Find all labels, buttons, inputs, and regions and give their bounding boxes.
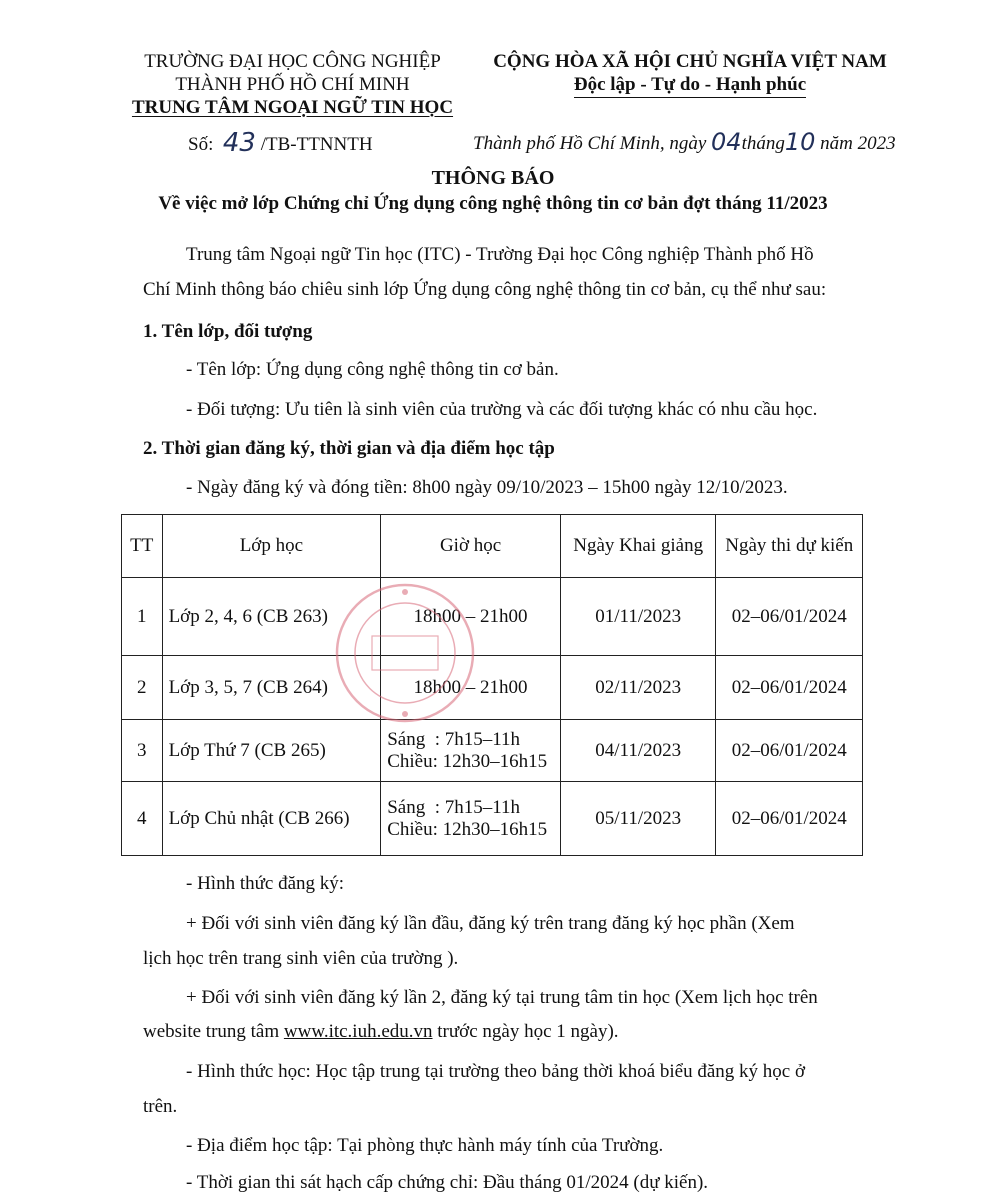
first-time-line-1: + Đối với sinh viên đăng ký lần đầu, đăng ký trên trang đăng ký học phần (Xem	[186, 913, 795, 934]
cell-gio: 18h00 – 21h00	[381, 578, 561, 656]
gio-afternoon: Chiều: 12h30–16h15	[387, 818, 548, 840]
study-form-line-1: - Hình thức học: Học tập trung tại trường theo bảng thời khoá biểu đăng ký học ở	[186, 1061, 806, 1082]
cell-lop: Lớp Thứ 7 (CB 265)	[162, 720, 381, 782]
date-place: Thành phố Hồ Chí Minh, ngày	[473, 133, 707, 154]
national-header	[470, 50, 910, 98]
second-time-line-1: + Đối với sinh viên đăng ký lần 2, đăng ký tại trung tâm tin học (Xem lịch học trên	[186, 987, 818, 1008]
class-schedule-table	[121, 514, 863, 856]
cell-lop: Lớp 3, 5, 7 (CB 264)	[162, 656, 381, 720]
header-khai-giang: Ngày Khai giảng	[560, 515, 716, 578]
issuer-block	[120, 50, 465, 119]
cell-tt: 4	[122, 782, 163, 856]
cell-tt: 1	[122, 578, 163, 656]
table-header-row	[122, 515, 863, 578]
cell-ngay-thi: 02–06/01/2024	[716, 656, 863, 720]
issuer-center-name: TRUNG TÂM NGOẠI NGỮ TIN HỌC	[131, 97, 454, 118]
table-row	[122, 782, 863, 856]
cell-gio: 18h00 – 21h00	[381, 656, 561, 720]
cell-khai-giang: 04/11/2023	[560, 720, 716, 782]
header-lop-hoc: Lớp học	[162, 515, 381, 578]
class-name-line: - Tên lớp: Ứng dụng công nghệ thông tin cơ bản.	[186, 359, 559, 380]
gio-morning: Sáng : 7h15–11h	[387, 796, 521, 818]
date-year: năm 2023	[820, 133, 896, 154]
section-1-heading: 1. Tên lớp, đối tượng	[143, 321, 313, 342]
table-row	[122, 656, 863, 720]
cell-ngay-thi: 02–06/01/2024	[716, 720, 863, 782]
cell-tt: 3	[122, 720, 163, 782]
section-2-heading: 2. Thời gian đăng ký, thời gian và địa điểm học tập	[143, 438, 555, 459]
exam-time-line: - Thời gian thi sát hạch cấp chứng chỉ: Đầu tháng 01/2024 (dự kiến).	[186, 1172, 709, 1193]
registration-method-heading: - Hình thức đăng ký:	[186, 873, 345, 894]
gio-afternoon: Chiều: 12h30–16h15	[387, 750, 548, 772]
table-row	[122, 720, 863, 782]
study-form-line-2: trên.	[143, 1096, 178, 1117]
issue-date	[473, 127, 896, 155]
intro-line-1: Trung tâm Ngoại ngữ Tin học (ITC) - Trường Đại học Công nghiệp Thành phố Hồ	[186, 244, 814, 265]
intro-line-2: Chí Minh thông báo chiêu sinh lớp Ứng dụng công nghệ thông tin cơ bản, cụ thể như sau:	[143, 279, 827, 300]
issuer-university-line2: THÀNH PHỐ HỒ CHÍ MINH	[175, 74, 410, 95]
header-gio-hoc: Giờ học	[381, 515, 561, 578]
first-time-line-2: lịch học trên trang sinh viên của trường ).	[143, 948, 459, 969]
second-time-line-2	[143, 1021, 619, 1043]
cell-khai-giang: 05/11/2023	[560, 782, 716, 856]
doc-number-handwritten: 43	[222, 128, 256, 158]
document-number	[188, 127, 373, 157]
registration-dates-line: - Ngày đăng ký và đóng tiền: 8h00 ngày 09/10/2023 – 15h00 ngày 12/10/2023.	[186, 477, 788, 498]
audience-line: - Đối tượng: Ưu tiên là sinh viên của trường và các đối tượng khác có nhu cầu học.	[186, 399, 818, 420]
cell-lop: Lớp Chủ nhật (CB 266)	[162, 782, 381, 856]
cell-ngay-thi: 02–06/01/2024	[716, 578, 863, 656]
location-line: - Địa điểm học tập: Tại phòng thực hành máy tính của Trường.	[186, 1135, 664, 1156]
cell-gio	[381, 782, 561, 856]
national-title: CỘNG HÒA XÃ HỘI CHỦ NGHĨA VIỆT NAM	[493, 51, 887, 72]
seal-stamp	[330, 578, 480, 728]
doc-number-suffix: /TB-TTNNTH	[260, 134, 373, 155]
cell-ngay-thi: 02–06/01/2024	[716, 782, 863, 856]
date-day-handwritten: 04	[711, 128, 742, 156]
cell-khai-giang: 02/11/2023	[560, 656, 716, 720]
document-title: THÔNG BÁO	[431, 167, 555, 189]
gio-morning: Sáng : 7h15–11h	[387, 728, 521, 750]
cell-gio	[381, 720, 561, 782]
table-row	[122, 578, 863, 656]
cell-tt: 2	[122, 656, 163, 720]
second-time-prefix: website trung tâm	[143, 1021, 280, 1042]
date-month-label: tháng	[741, 133, 785, 154]
itc-website-link[interactable]: www.itc.iuh.edu.vn	[283, 1021, 433, 1042]
national-motto: Độc lập - Tự do - Hạnh phúc	[574, 73, 806, 98]
document-subtitle: Về việc mở lớp Chứng chỉ Ứng dụng công nghệ thông tin cơ bản đợt tháng 11/2023	[158, 193, 828, 214]
second-time-suffix: trước ngày học 1 ngày).	[437, 1021, 619, 1042]
issuer-university-line1: TRƯỜNG ĐẠI HỌC CÔNG NGHIỆP	[144, 51, 441, 72]
header-tt: TT	[122, 515, 163, 578]
date-month-handwritten: 10	[784, 128, 816, 156]
doc-number-prefix: Số:	[188, 134, 214, 155]
cell-khai-giang: 01/11/2023	[560, 578, 716, 656]
header-ngay-thi: Ngày thi dự kiến	[716, 515, 863, 578]
cell-lop: Lớp 2, 4, 6 (CB 263)	[162, 578, 381, 656]
